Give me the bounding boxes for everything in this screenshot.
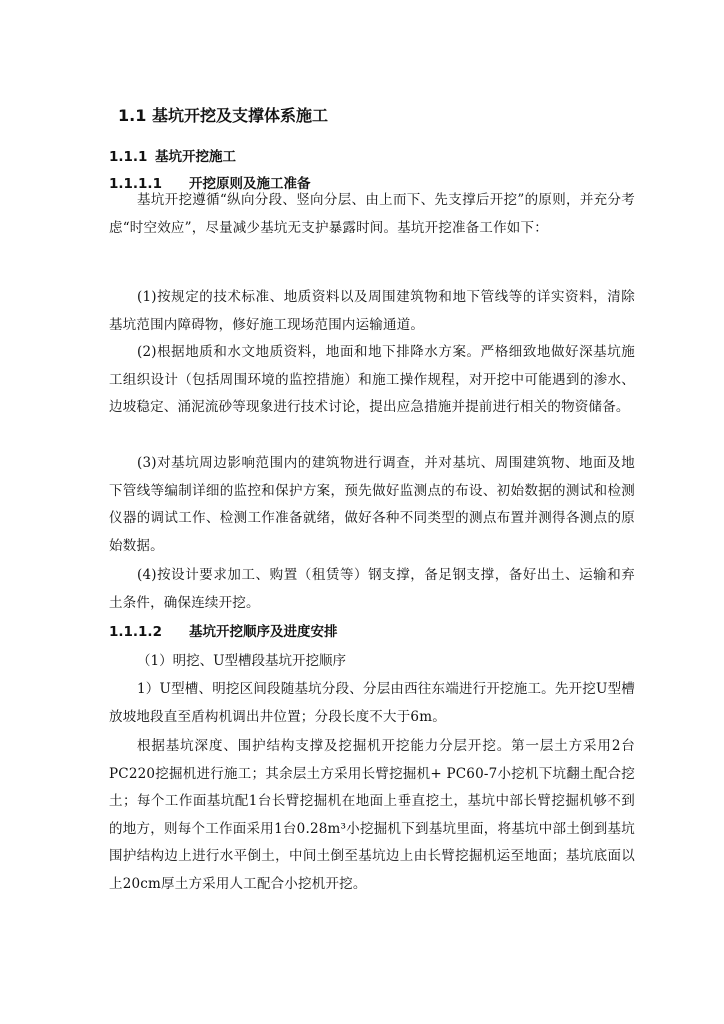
paragraph-intro: 基坑开挖遵循“纵向分段、竖向分层、由上而下、先支撑后开挖”的原则，并充分考虑“时空效应”，尽量减少基坑无支护暴露时间。基坑开挖准备工作如下： — [109, 192, 635, 236]
paragraph-step-1: 1）U型槽、明挖区间段随基坑分段、分层由西往东端进行开挖施工。先开挖U型槽放坡地段直至盾构机调出井位置；分段长度不大于6m。 — [109, 681, 635, 725]
subheading: （1）明挖、U型槽段基坑开挖顺序 — [137, 653, 346, 669]
heading-number: 1.1.1 — [109, 149, 148, 165]
heading-title: 开挖原则及施工准备 — [189, 176, 311, 192]
heading-title: 基坑开挖施工 — [155, 149, 236, 165]
heading-number: 1.1.1.2 — [109, 624, 162, 640]
heading-number: 1.1 — [118, 106, 147, 125]
section-heading-1-1 — [118, 104, 328, 128]
heading-title: 基坑开挖及支撑体系施工 — [152, 106, 329, 125]
paragraph-layered-excavation: 根据基坑深度、围护结构支撑及挖掘机开挖能力分层开挖。第一层土方采用2台PC220挖掘机进行施工；其余层土方采用长臂挖掘机+ PC60-7小挖机下坑翻土配合挖土；每个工作面基坑配1台长臂挖掘机在地面上垂直挖土，基坑中部长臂挖掘机够不到的地方，则每个工作面采用1台0.28m³小挖掘机下到基坑里面，将基坑中部土倒到基坑围护结构边上进行水平倒土，中间土倒至基坑边上由长臂挖掘机运至地面；基坑底面以上20cm厚土方采用人工配合小挖机开挖。 — [109, 738, 635, 892]
paragraph-item-2: (2)根据地质和水文地质资料，地面和地下排降水方案。严格细致地做好深基坑施工组织设计（包括周围环境的监控措施）和施工操作规程，对开挖中可能遇到的渗水、边坡稳定、涌泥流砂等现象进行技术讨论，提出应急措施并提前进行相关的物资储备。 — [109, 344, 635, 415]
paragraph-item-1: (1)按规定的技术标准、地质资料以及周围建筑物和地下管线等的详实资料，清除基坑范围内障碍物，修好施工现场范围内运输通道。 — [109, 289, 635, 333]
heading-title: 基坑开挖顺序及进度安排 — [189, 624, 338, 640]
heading-number: 1.1.1.1 — [109, 176, 162, 192]
paragraph-item-4: (4)按设计要求加工、购置（租赁等）钢支撑，备足钢支撑，备好出土、运输和弃土条件，确保连续开挖。 — [109, 567, 635, 611]
paragraph-item-3: (3)对基坑周边影响范围内的建筑物进行调查，并对基坑、周围建筑物、地面及地下管线等编制详细的监控和保护方案，预先做好监测点的布设、初始数据的测试和检测仪器的调试工作、检测工作准备就绪，做好各种不同类型的测点布置并测得各测点的原始数据。 — [109, 455, 635, 554]
section-heading-1-1-1 — [109, 147, 236, 167]
section-heading-1-1-1-2 — [109, 622, 338, 642]
